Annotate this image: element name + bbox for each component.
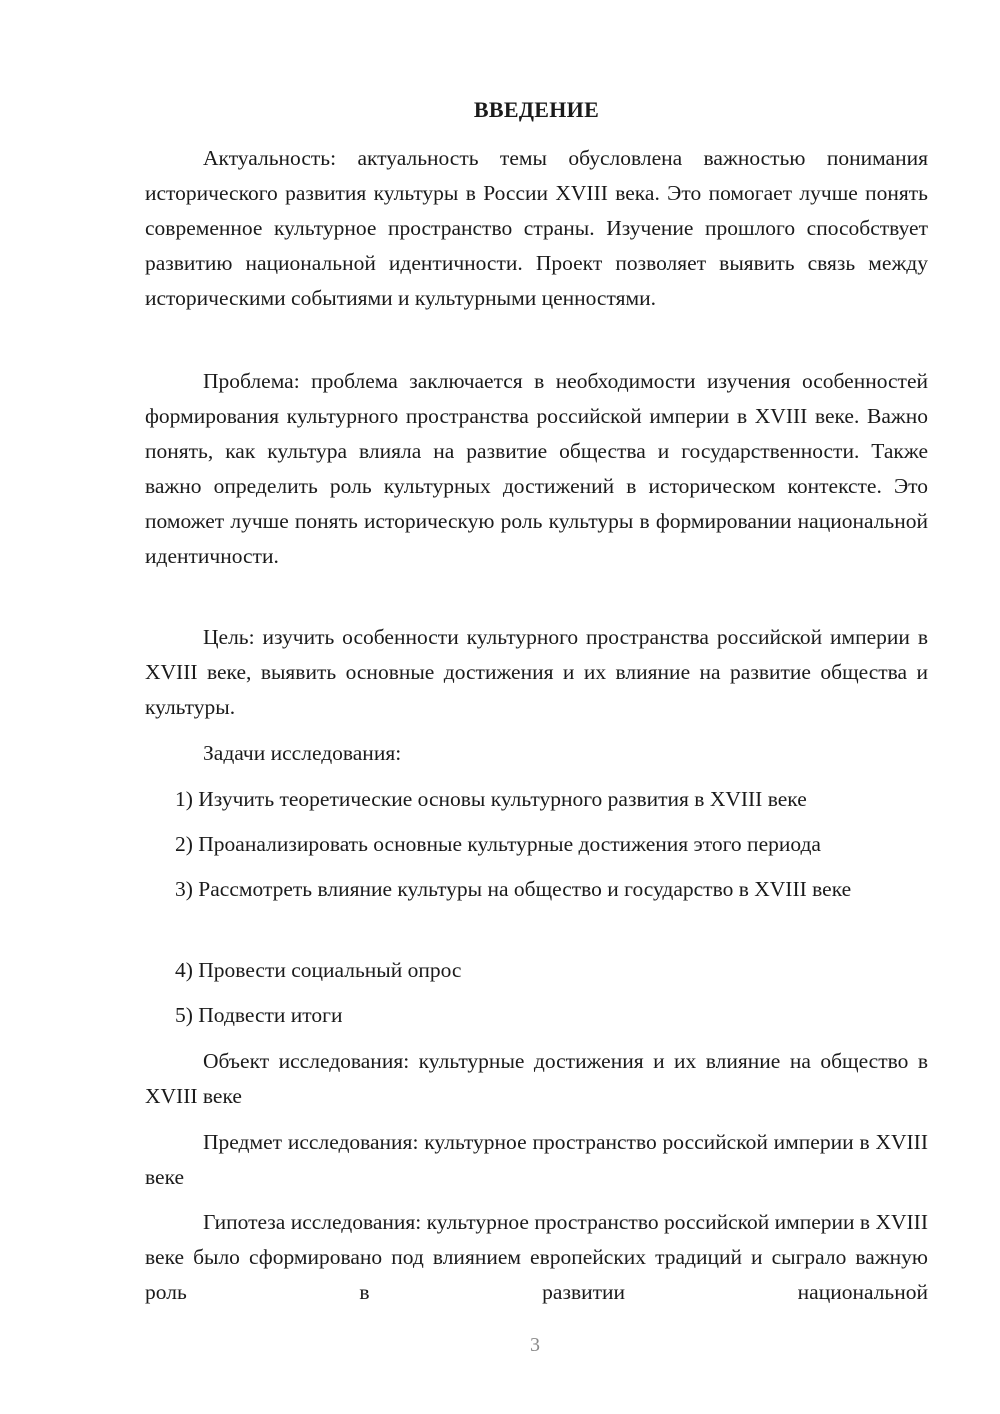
task-item: 2) Проанализировать основные культурные достижения этого периода — [175, 832, 821, 856]
paragraph-subject: Предмет исследования: культурное пространство российской империи в XVIII веке — [145, 1130, 928, 1189]
body-text — [145, 736, 928, 771]
body-text — [145, 1044, 928, 1114]
body-text — [145, 1125, 928, 1195]
task-list — [145, 827, 928, 862]
paragraph-tasks-intro: Задачи исследования: — [203, 741, 402, 765]
body-text — [145, 141, 928, 316]
paragraph-problem: Проблема: проблема заключается в необходимости изучения особенностей формирования культурного пространства российской империи в XVIII веке. Важно понять, как культура влияла на развитие общества и государственности. Также важно определить роль культурных достижений в историческом контексте. Это поможет лучше понять историческую роль культуры в формировании национальной идентичности. — [145, 369, 928, 568]
body-text — [145, 364, 928, 574]
task-item: 5) Подвести итоги — [175, 1003, 343, 1027]
task-list — [145, 953, 928, 988]
task-item: 1) Изучить теоретические основы культурного развития в XVIII веке — [175, 787, 807, 811]
task-item: 3) Рассмотреть влияние культуры на общество и государство в XVIII веке — [175, 877, 852, 901]
task-list — [145, 872, 928, 907]
task-list — [145, 782, 928, 817]
body-text — [145, 1205, 928, 1310]
paragraph-goal: Цель: изучить особенности культурного пространства российской империи в XVIII веке, выявить основные достижения и их влияние на развитие общества и культуры. — [145, 625, 928, 719]
paragraph-hypothesis: Гипотеза исследования: культурное пространство российской империи в XVIII веке было сформировано под влиянием европейских традиций и сыграло важную роль в развитии национальной — [145, 1210, 928, 1304]
body-text — [145, 620, 928, 725]
paragraph-relevance: Актуальность: актуальность темы обусловлена важностью понимания исторического развития культуры в России XVIII века. Это помогает лучше понять современное культурное пространство страны. Изучение прошлого способствует развитию национальной идентичности. Проект позволяет выявить связь между историческими событиями и культурными ценностями. — [145, 146, 928, 310]
task-list — [145, 998, 928, 1033]
page-number: 3 — [530, 1334, 540, 1356]
task-item: 4) Провести социальный опрос — [175, 958, 462, 982]
page-heading: ВВЕДЕНИЕ — [473, 97, 600, 122]
paragraph-object: Объект исследования: культурные достижения и их влияние на общество в XVIII веке — [145, 1049, 928, 1108]
